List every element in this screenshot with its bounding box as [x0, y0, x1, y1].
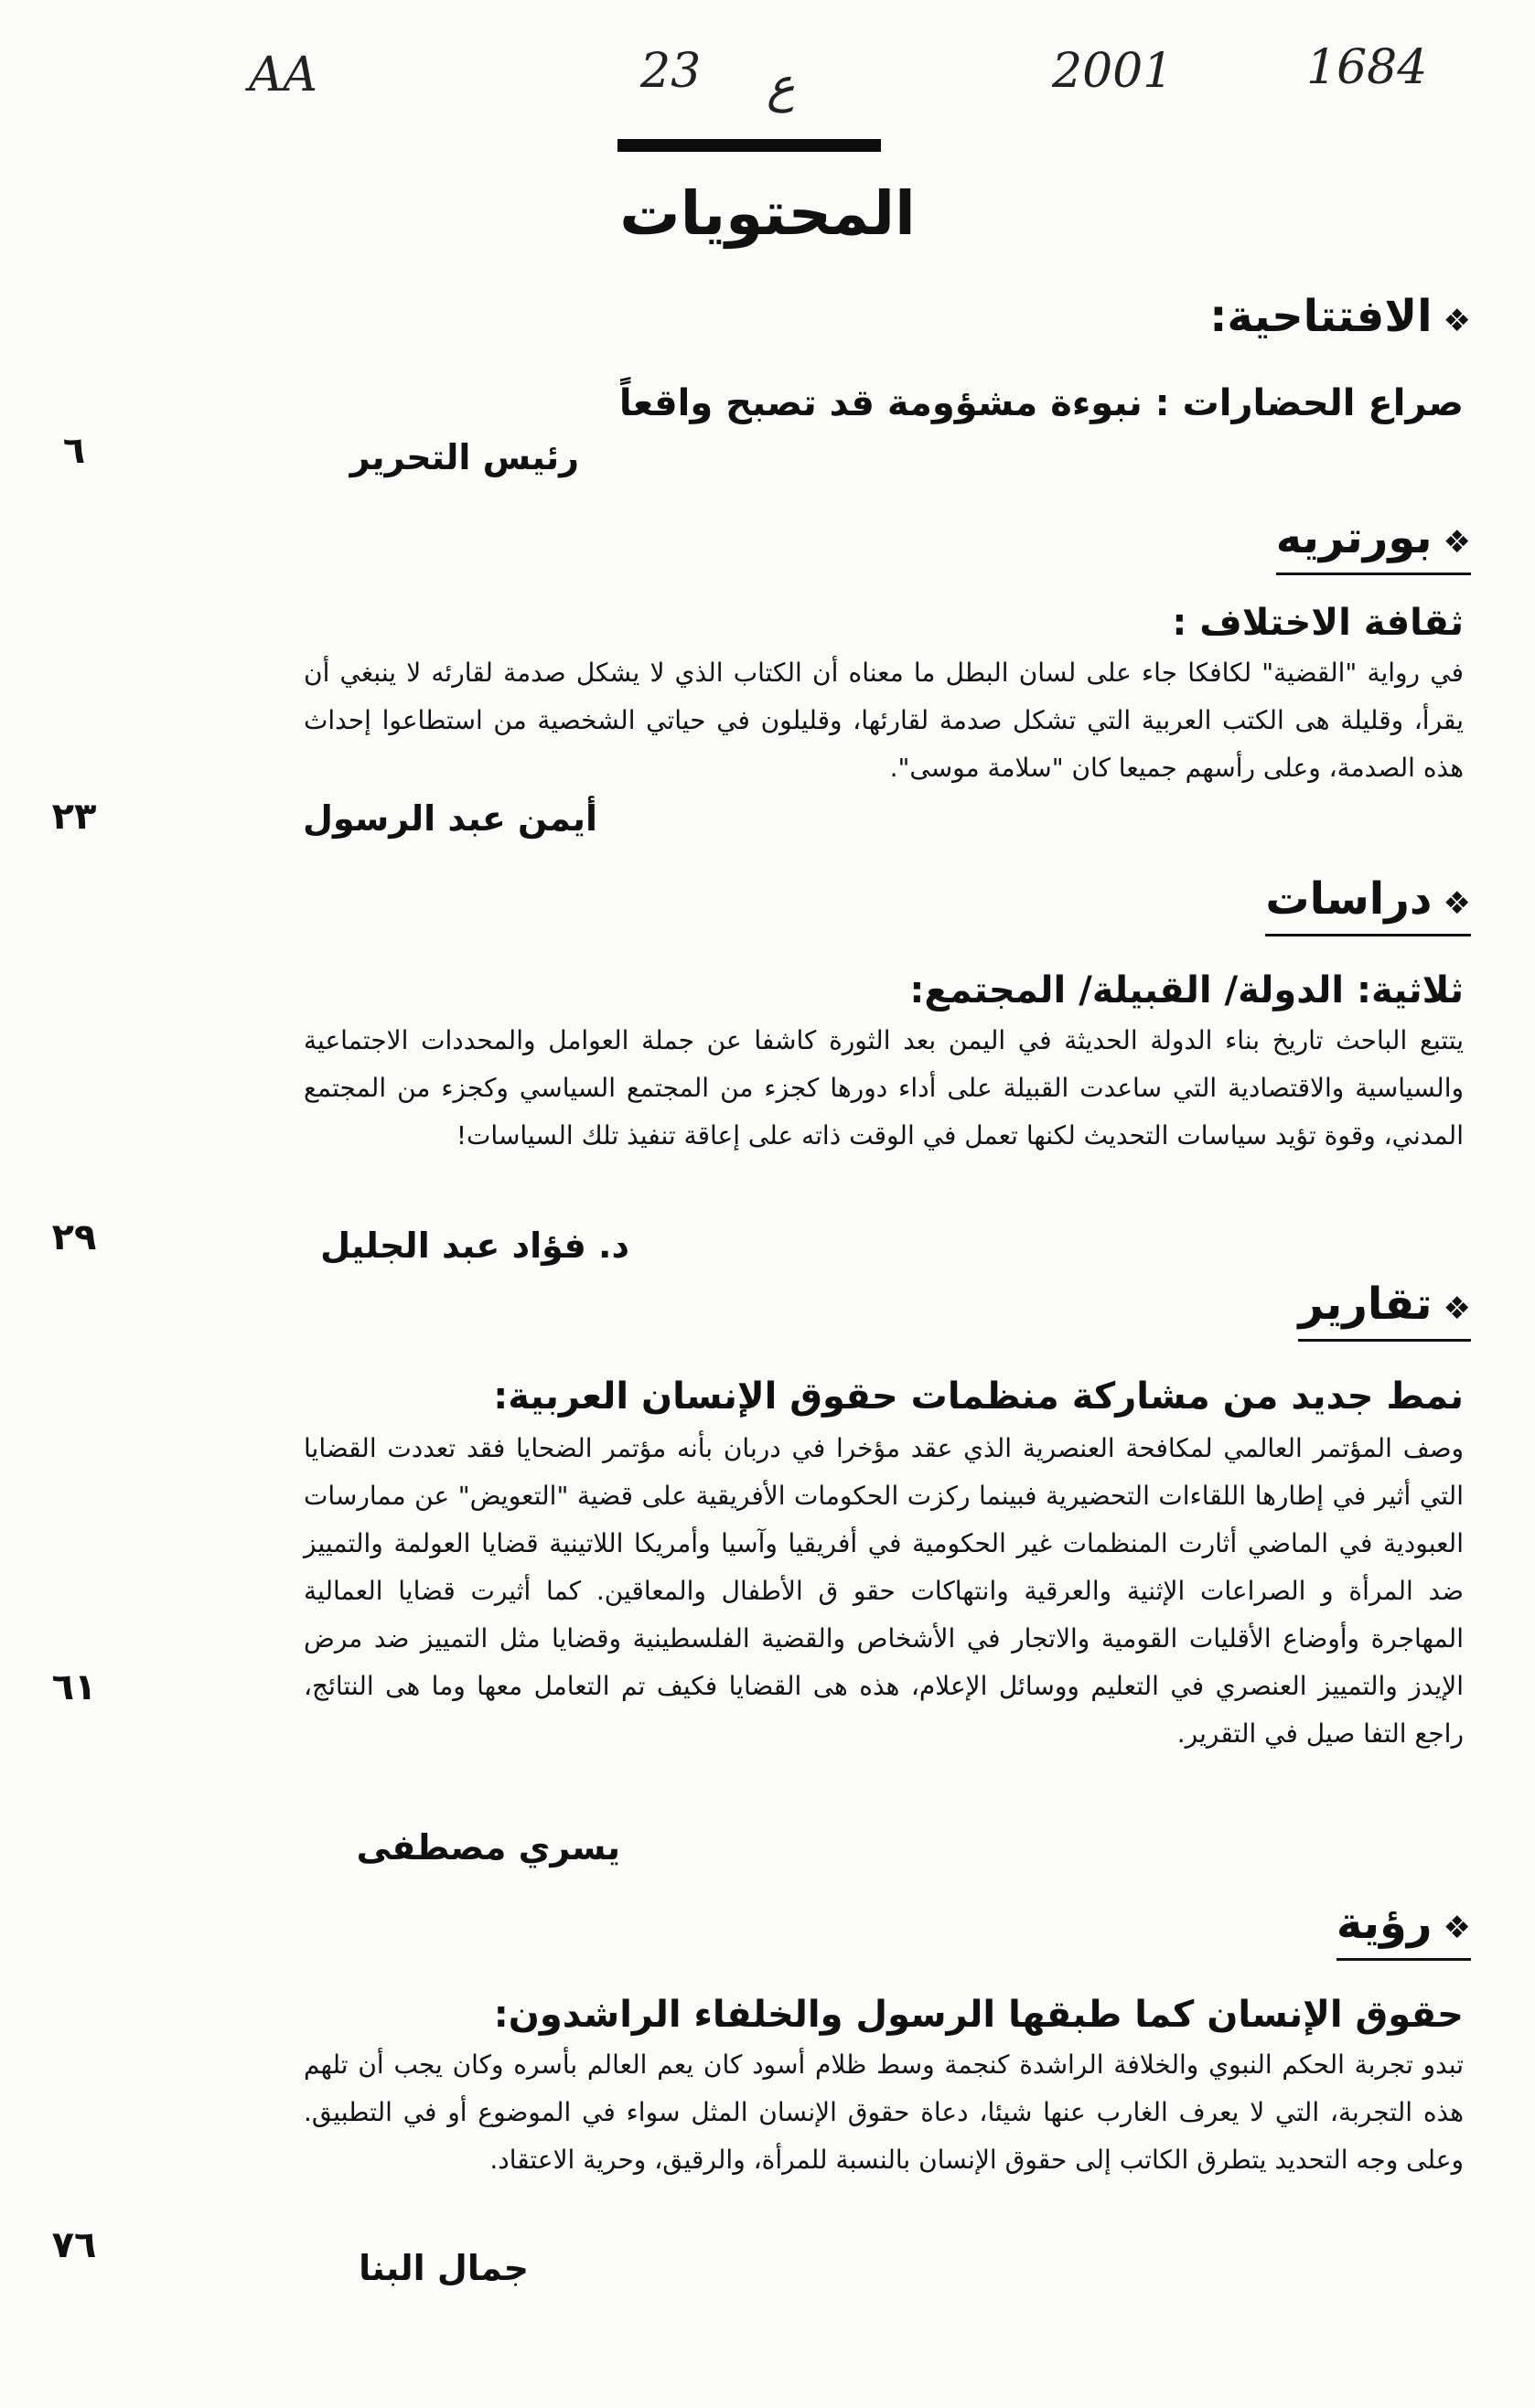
- entry-title: نمط جديد من مشاركة منظمات حقوق الإنسان العربية:: [493, 1375, 1464, 1418]
- handwritten-issue-number: 23: [640, 44, 702, 99]
- diamond-bullet-icon: ❖: [1443, 1910, 1471, 1946]
- top-rule: [617, 139, 881, 152]
- entry-summary: في رواية "القضية" لكافكا جاء على لسان البطل ما معناه أن الكتاب الذي لا يشكل صدمة لقارئه لا ينبغي أن يقرأ، وقليلة هى الكتب العربية التي تشكل صدمة لقارئها، وقليلون في حياتي الشخصية من استطاعوا إحداث هذه الصدمة، وعلى رأسهم جميعا كان "سلامة موسى".: [304, 658, 1464, 783]
- entry-summary: تبدو تجربة الحكم النبوي والخلافة الراشدة كنجمة وسط ظلام أسود كان يعم العالم بأسره وكان يجب أن تلهم هذه التجربة، التي لا يعرف الغارب عنها شيئا، دعاة حقوق الإنسان المثل سواء في الموضوع أو في التطبيق. وعلى وجه التحديد يتطرق الكاتب إلى حقوق الإنسان بالنسبة للمرأة، والرقيق، وحرية الاعتقاد.: [304, 2049, 1464, 2175]
- section-heading-label: تقارير: [1298, 1279, 1433, 1330]
- entry-page-number: ٦: [62, 430, 86, 472]
- diamond-bullet-icon: ❖: [1443, 885, 1471, 922]
- section-heading-studies: [1265, 873, 1471, 936]
- entry-page-number: ٢٣: [51, 796, 97, 838]
- section-heading-label: دراسات: [1265, 873, 1433, 925]
- section-heading-editorial: [1209, 291, 1471, 351]
- handwritten-year: 2001: [1052, 44, 1174, 99]
- entry-title: ثلاثية: الدولة/ القبيلة/ المجتمع:: [909, 969, 1464, 1011]
- section-heading-label: الافتتاحية:: [1209, 291, 1433, 342]
- entry-summary: يتتبع الباحث تاريخ بناء الدولة الحديثة في اليمن بعد الثورة كاشفا عن جملة العوامل والمحددات الاجتماعية والسياسية والاقتصادية التي ساعدت القبيلة على أداء دورها كجزء من المجتمع السياسي وكجزء من المجتمع المدني، وقوة تؤيد سياسات التحديث لكنها تعمل في الوقت ذاته على إعاقة تنفيذ تلك السياسات!: [304, 1025, 1464, 1150]
- handwritten-reference: 1684: [1306, 40, 1428, 95]
- entry-author: جمال البنا: [359, 2248, 529, 2288]
- entry-summary: وصف المؤتمر العالمي لمكافحة العنصرية الذي عقد مؤخرا في دربان بأنه مؤتمر الضحايا فقد تعددت القضايا التي أثير في إطارها اللقاءات التحضيرية فبينما ركزت الحكومات الأفريقية على قضية "التعويض" عن ممارسات العبودية في الماضي أثارت المنظمات غير الحكومية في أفريقيا وآسيا وأمريكا اللاتينية قضايا العولمة والتمييز ضد المرأة و الصراعات الإثنية والعرقية وانتهاكات حقو ق الأطفال والمعاقين. كما أثيرت قضايا العمالية المهاجرة وأوضاع الأقليات القومية والاتجار في الأشخاص والقضية الفلسطينية وقضايا مثل التمييز ضد مرض الإيدز والتمييز العنصري في التعليم ووسائل الإعلام، هذه هى القضايا فكيف تم التعامل معها وما هى النتائج، راجع التفا صيل في التقرير.: [304, 1433, 1464, 1749]
- entry-author: أيمن عبد الرسول: [303, 798, 597, 839]
- section-heading-vision: [1336, 1898, 1471, 1961]
- page-title: المحتويات: [619, 178, 916, 249]
- entry-page-number: ٦١: [51, 1666, 97, 1708]
- entry-title: صراع الحضارات : نبوءة مشؤومة قد تصبح واقعاً: [618, 382, 1464, 424]
- diamond-bullet-icon: ❖: [1443, 1290, 1471, 1327]
- entry-title: حقوق الإنسان كما طبقها الرسول والخلفاء الراشدون:: [493, 1994, 1464, 2036]
- entry-page-number: ٢٩: [51, 1216, 97, 1258]
- section-heading-label: رؤية: [1336, 1898, 1433, 1949]
- entry-author: د. فؤاد عبد الجليل: [320, 1225, 629, 1266]
- handwritten-code: AA: [249, 48, 318, 102]
- entry-page-number: ٧٦: [51, 2224, 97, 2266]
- section-heading-portrait: [1276, 512, 1471, 575]
- section-heading-reports: [1298, 1279, 1471, 1342]
- entry-author: يسري مصطفى: [356, 1827, 620, 1868]
- diamond-bullet-icon: ❖: [1443, 524, 1471, 561]
- entry-author: رئيس التحرير: [349, 437, 579, 477]
- diamond-bullet-icon: ❖: [1443, 303, 1471, 339]
- entry-title: ثقافة الاختلاف :: [1172, 602, 1464, 644]
- handwritten-issue-letter: ع: [767, 59, 796, 113]
- section-heading-label: بورتريه: [1275, 512, 1433, 563]
